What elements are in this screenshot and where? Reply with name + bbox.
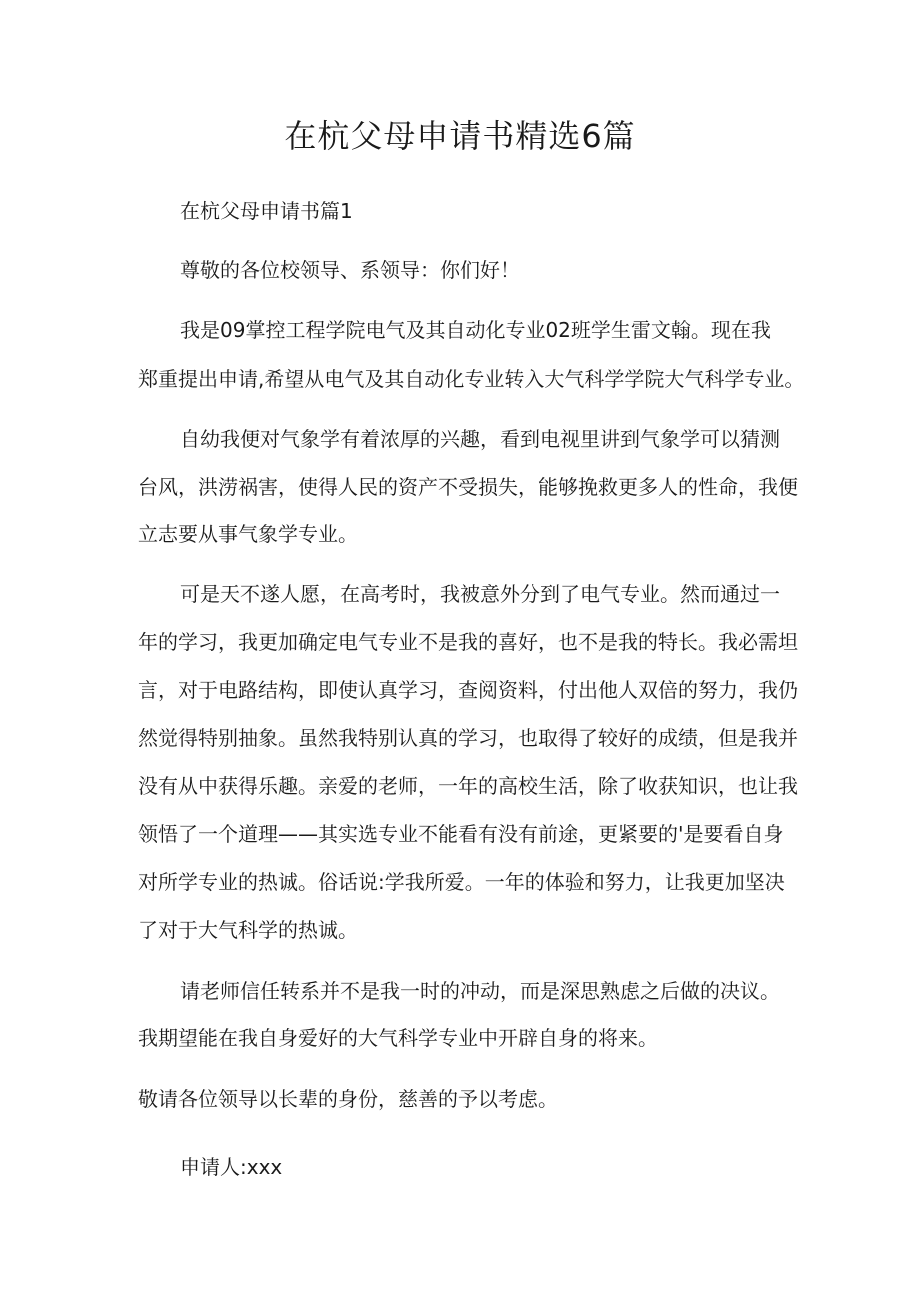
paragraph-3-line-3: 言，对于电路结构，即使认真学习，查阅资料，付出他人双倍的努力，我仍 bbox=[138, 678, 798, 702]
paragraph-2-line-3: 立志要从事气象学专业。 bbox=[138, 522, 358, 546]
paragraph-1-line-1: 我是09掌控工程学院电气及其自动化专业02班学生雷文翰。现在我 bbox=[180, 318, 771, 342]
paragraph-3-line-8: 了对于大气科学的热诚。 bbox=[138, 918, 358, 942]
paragraph-2-line-1: 自幼我便对气象学有着浓厚的兴趣，看到电视里讲到气象学可以猜测 bbox=[180, 427, 780, 451]
paragraph-4-line-1: 请老师信任转系并不是我一时的冲动，而是深思熟虑之后做的决议。 bbox=[180, 979, 780, 1003]
paragraph-2-line-2: 台风，洪涝祸害，使得人民的资产不受损失，能够挽救更多人的性命，我便 bbox=[138, 475, 798, 499]
paragraph-3-line-7: 对所学专业的热诚。俗话说:学我所爱。一年的体验和努力，让我更加坚决 bbox=[138, 870, 785, 894]
paragraph-1-line-2: 郑重提出申请,希望从电气及其自动化专业转入大气科学学院大气科学专业。 bbox=[138, 367, 805, 391]
section-heading: 在杭父母申请书篇1 bbox=[180, 199, 353, 223]
document-title: 在杭父母申请书精选6篇 bbox=[284, 117, 636, 155]
paragraph-3-line-1: 可是天不遂人愿，在高考时，我被意外分到了电气专业。然而通过一 bbox=[180, 582, 780, 606]
greeting: 尊敬的各位校领导、系领导：你们好！ bbox=[180, 258, 520, 282]
paragraph-3-line-6: 领悟了一个道理——其实选专业不能看有没有前途，更紧要的'是要看自身 bbox=[138, 822, 784, 846]
signature: 申请人:xxx bbox=[180, 1155, 283, 1179]
paragraph-3-line-2: 年的学习，我更加确定电气专业不是我的喜好，也不是我的特长。我必需坦 bbox=[138, 630, 798, 654]
closing-line: 敬请各位领导以长辈的身份，慈善的予以考虑。 bbox=[138, 1087, 558, 1111]
paragraph-3-line-5: 没有从中获得乐趣。亲爱的老师，一年的高校生活，除了收获知识，也让我 bbox=[138, 774, 798, 798]
paragraph-4-line-2: 我期望能在我自身爱好的大气科学专业中开辟自身的将来。 bbox=[138, 1026, 658, 1050]
paragraph-3-line-4: 然觉得特别抽象。虽然我特别认真的学习，也取得了较好的成绩，但是我并 bbox=[138, 726, 798, 750]
